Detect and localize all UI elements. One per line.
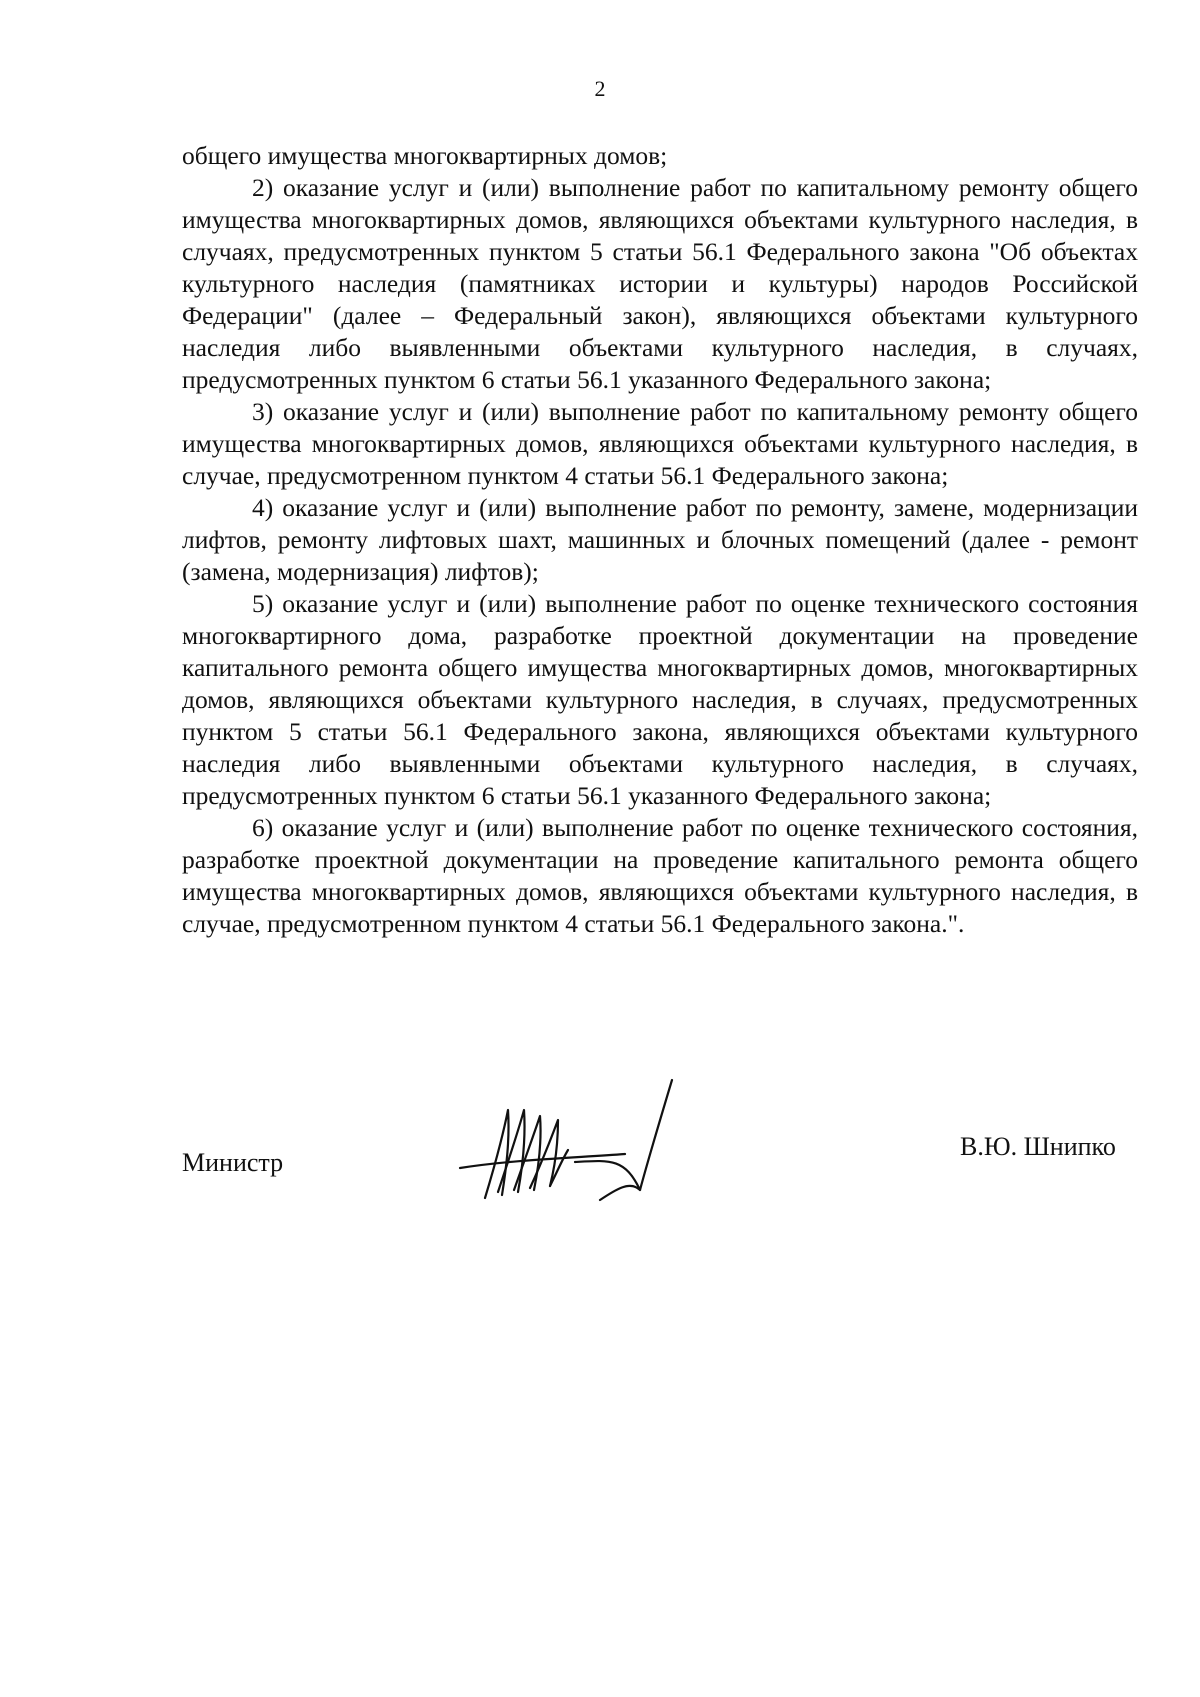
paragraph-item-5: 5) оказание услуг и (или) выполнение работ по оценке технического состояния многоквартирного дома, разработке проектной документации на проведение капитального ремонта общего имущества многоквартирных домов, многоквартирных домов, являющихся объектами культурного наследия, в случаях, предусмотренных пунктом 5 статьи 56.1 Федерального закона, являющихся объектами культурного наследия либо выявленными объектами культурного наследия, в случаях, предусмотренных пунктом 6 статьи 56.1 указанного Федерального закона; [182, 589, 1138, 810]
page-number: 2 [594, 76, 606, 101]
signatory-title: Министр [182, 1148, 284, 1177]
paragraph-item-2: 2) оказание услуг и (или) выполнение работ по капитальному ремонту общего имущества многоквартирных домов, являющихся объектами культурного наследия, в случаях, предусмотренных пунктом 5 статьи 56.1 Федерального закона "Об объектах культурного наследия (памятниках истории и культуры) народов Российской Федерации" (далее – Федеральный закон), являющихся объектами культурного наследия либо выявленными объектами культурного наследия, в случаях, предусмотренных пунктом 6 статьи 56.1 указанного Федерального закона; [182, 173, 1138, 394]
paragraph-item-6: 6) оказание услуг и (или) выполнение работ по оценке технического состояния, разработке проектной документации на проведение капитального ремонта общего имущества многоквартирных домов, являющихся объектами культурного наследия, в случае, предусмотренном пунктом 4 статьи 56.1 Федерального закона.". [182, 813, 1138, 938]
signatory-name: В.Ю. Шнипко [960, 1132, 1116, 1161]
handwritten-signature [450, 1070, 710, 1220]
paragraph-continuation: общего имущества многоквартирных домов; [182, 141, 668, 170]
paragraph-item-3: 3) оказание услуг и (или) выполнение работ по капитальному ремонту общего имущества многоквартирных домов, являющихся объектами культурного наследия, в случае, предусмотренном пунктом 4 статьи 56.1 Федерального закона; [182, 397, 1138, 490]
paragraph-item-4: 4) оказание услуг и (или) выполнение работ по ремонту, замене, модернизации лифтов, ремонту лифтовых шахт, машинных и блочных помещений (далее - ремонт (замена, модернизация) лифтов); [182, 493, 1138, 586]
document-body [182, 140, 1138, 940]
